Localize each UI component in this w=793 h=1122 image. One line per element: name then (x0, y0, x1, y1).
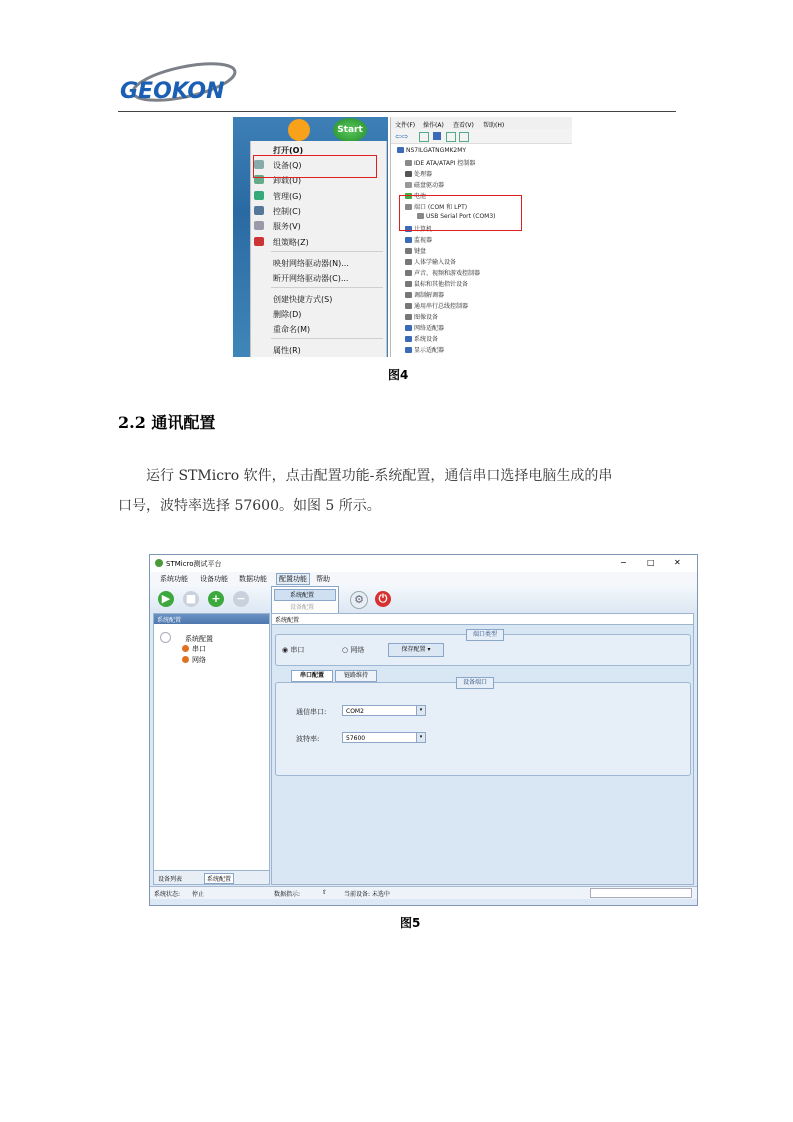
tree-item-serial[interactable] (182, 644, 206, 654)
right-panel (271, 613, 694, 885)
dm-menu-action[interactable]: 操作(A) (423, 122, 444, 129)
dm-node-label: 声音、视频和游戏控制器 (414, 270, 481, 277)
dm-node-label: 系统设备 (414, 336, 439, 343)
menu-device[interactable]: 设备功能 (200, 575, 228, 583)
ctx-create-shortcut[interactable]: 创建快捷方式(S) (273, 295, 333, 304)
dm-node-label: 处理器 (414, 171, 433, 178)
radio-network-label: 网络 (350, 646, 365, 654)
right-tab-strip (272, 614, 693, 625)
menu-help[interactable]: 帮助 (316, 575, 330, 583)
dm-node-label: 图像设备 (414, 314, 439, 321)
dm-node-label: 计算机 (414, 226, 433, 233)
menu-data[interactable]: 数据功能 (239, 575, 267, 583)
sound-icon (405, 270, 412, 276)
dm-toolbar (391, 129, 572, 144)
ctx-disconnect-drive[interactable]: 断开网络驱动器(C)... (273, 274, 349, 283)
comm-port-label: 通信串口: (296, 708, 327, 716)
mouse-icon (405, 281, 412, 287)
highlight-devices (253, 155, 377, 178)
dm-root[interactable] (397, 147, 466, 154)
dm-node-label: 调制解调器 (414, 292, 445, 299)
serial-icon (182, 645, 189, 652)
ctx-properties[interactable]: 属性(R) (273, 346, 301, 355)
paragraph-line-2: 口号，波特率选择 57600。如图 5 所示。 (118, 498, 381, 514)
tree-item-network[interactable] (182, 655, 206, 665)
status-progress (590, 888, 692, 898)
manage-icon (254, 191, 264, 200)
dm-node-label: 磁盘驱动器 (414, 182, 445, 189)
cpu-icon (405, 171, 412, 177)
status-data-label: 数据指示: (274, 891, 301, 898)
tab-device-list[interactable]: 设备列表 (158, 876, 183, 883)
gear-icon (160, 632, 171, 643)
dm-node-label: 通用串行总线控制器 (414, 303, 469, 310)
figure-4-caption: 图4 (388, 368, 409, 382)
stop-icon[interactable]: ■ (183, 591, 199, 607)
power-icon[interactable]: ⏻ (375, 591, 391, 607)
dm-node[interactable] (405, 158, 475, 167)
tree-root[interactable] (160, 632, 213, 644)
status-device: 当前设备: 未选中 (344, 891, 390, 898)
config-dropdown-menu (271, 586, 339, 615)
minimize-icon[interactable]: − (620, 558, 627, 567)
play-icon[interactable]: ▶ (158, 591, 174, 607)
geokon-logo (118, 56, 242, 108)
dm-node[interactable] (405, 257, 456, 266)
monitor-icon (405, 237, 412, 243)
flower-icon (288, 119, 310, 141)
menubar (150, 572, 697, 585)
disk-icon (405, 182, 412, 188)
ctx-delete[interactable]: 删除(D) (273, 310, 302, 319)
back-forward-icon[interactable]: ⇦⇨ (395, 132, 409, 141)
ctx-separator (271, 287, 383, 288)
figure-4-screenshot (233, 117, 572, 357)
save-config-button[interactable]: 保存配置 ▾ (388, 643, 444, 657)
network-icon (182, 656, 189, 663)
ctx-services[interactable]: 服务(V) (273, 222, 301, 231)
ctx-uninstall[interactable]: 卸载(U) (273, 176, 302, 185)
dm-node-label: 鼠标和其他指针设备 (414, 281, 469, 288)
ctx-devices[interactable]: 设备(Q) (273, 161, 302, 170)
dm-node-label: 电池 (414, 193, 427, 200)
dm-menubar (391, 117, 572, 129)
radio-network[interactable]: ○ 网络 (342, 646, 365, 654)
group-policy-icon (254, 237, 264, 246)
chevron-down-icon: ▾ (416, 733, 425, 742)
dm-node[interactable] (405, 290, 444, 299)
settings-icon[interactable]: ⚙ (350, 591, 368, 609)
help-icon[interactable] (433, 132, 441, 140)
scan-icon[interactable] (459, 132, 469, 142)
system-icon (405, 336, 412, 342)
dm-node-label: USB Serial Port (COM3) (426, 213, 496, 220)
port-type-group (275, 631, 691, 666)
tab-system-config-doc[interactable]: 系统配置 (275, 617, 300, 624)
dm-node[interactable] (405, 180, 444, 189)
keyboard-icon (405, 248, 412, 254)
chevron-down-icon: ▾ (416, 706, 425, 715)
header-rule (118, 111, 676, 112)
up-arrow-icon: ⇧ (322, 889, 328, 896)
comm-port-select[interactable] (342, 705, 426, 716)
left-panel-header (154, 614, 269, 624)
dm-node[interactable] (405, 301, 468, 310)
window-titlebar (150, 555, 697, 572)
ctx-separator (271, 251, 383, 252)
ctx-rename[interactable]: 重命名(M) (273, 325, 311, 334)
dm-node[interactable] (405, 334, 438, 343)
dm-node-label: 端口 (COM 和 LPT) (414, 204, 468, 211)
tree-item-label: 网络 (192, 656, 206, 664)
dm-node[interactable] (405, 279, 468, 288)
dm-node[interactable] (405, 323, 444, 332)
dm-node[interactable] (405, 169, 432, 178)
tab-link-keepalive[interactable]: 链路维持 (335, 670, 377, 682)
dm-node-label: 监视器 (414, 237, 433, 244)
properties-icon[interactable] (446, 132, 456, 142)
baud-rate-value: 57600 (346, 735, 366, 742)
modem-icon (405, 292, 412, 298)
control-icon (254, 206, 264, 215)
figure-5-screenshot (149, 554, 698, 906)
services-icon (254, 221, 264, 230)
dm-node[interactable] (405, 312, 438, 321)
dm-node[interactable] (405, 246, 426, 255)
add-icon[interactable]: + (208, 591, 224, 607)
tab-system-config[interactable]: 系统配置 (204, 873, 234, 884)
status-system-label: 系统状态: (154, 891, 181, 898)
ctx-control[interactable]: 控制(C) (273, 207, 301, 216)
remove-icon[interactable]: − (233, 591, 249, 607)
baud-label: 波特率: (296, 735, 320, 743)
dm-node-label: 键盘 (414, 248, 427, 255)
save-config-label: 保存配置 (401, 646, 426, 653)
ctx-open[interactable]: 打开(O) (273, 146, 304, 155)
dm-root-label: NS7ILGATNGMK2MY (406, 147, 467, 154)
start-label: Start (337, 125, 363, 135)
computer-icon (397, 147, 404, 153)
ide-icon (405, 160, 412, 166)
dm-node-label: IDE ATA/ATAPI 控制器 (414, 160, 476, 167)
tab-serial-config[interactable]: 串口配置 (291, 670, 333, 682)
ctx-manage[interactable]: 管理(G) (273, 192, 302, 201)
dm-node-label: 网络适配器 (414, 325, 445, 332)
menu-system[interactable]: 系统功能 (160, 575, 188, 583)
ctx-map-drive[interactable]: 映射网络驱动器(N)... (273, 259, 349, 268)
dm-node[interactable] (405, 235, 432, 244)
tree-item-label: 串口 (192, 645, 206, 653)
display-icon (405, 347, 412, 353)
close-icon[interactable]: ✕ (674, 558, 681, 567)
dm-node-label: 显示适配器 (414, 347, 445, 354)
hid-icon (405, 259, 412, 265)
usb-icon (405, 303, 412, 309)
dropdown-system-config[interactable]: 系统配置 (290, 592, 315, 599)
status-bar (150, 886, 697, 899)
left-tabs (154, 870, 269, 884)
port-type-group-title: 端口类型 (466, 629, 504, 641)
figure-5-caption: 图5 (400, 916, 421, 930)
device-manager (390, 117, 572, 357)
radio-serial-label: 串口 (290, 646, 305, 654)
device-port-group (275, 679, 691, 776)
highlight-ports (399, 195, 522, 231)
dm-node[interactable] (405, 268, 480, 277)
tree-root-label: 系统配置 (185, 635, 213, 643)
status-system-value: 停止 (192, 891, 205, 898)
radio-serial[interactable]: ◉ 串口 (282, 646, 305, 654)
paragraph-line-1: 运行 STMicro 软件，点击配置功能-系统配置，通信串口选择电脑生成的串 (146, 468, 613, 484)
comm-port-value: COM2 (346, 708, 364, 715)
ctx-separator (271, 338, 383, 339)
network-icon (405, 325, 412, 331)
dm-menu-file[interactable]: 文件(F) (395, 122, 416, 129)
start-orb[interactable] (333, 118, 367, 142)
dm-node-label: 人体学输入设备 (414, 259, 457, 266)
dm-menu-view[interactable]: 查看(V) (453, 122, 474, 129)
window-title: STMicro测试平台 (166, 560, 222, 568)
dm-menu-help[interactable]: 帮助(H) (483, 122, 505, 129)
ctx-group-policy[interactable]: 组策略(Z) (273, 238, 309, 247)
left-panel-title: 系统配置 (157, 617, 182, 624)
device-port-group-title: 设备端口 (456, 677, 494, 689)
view-icon[interactable] (419, 132, 429, 142)
baud-rate-select[interactable] (342, 732, 426, 743)
dm-node[interactable] (405, 345, 444, 354)
app-icon (155, 559, 163, 567)
section-heading: 2.2 通讯配置 (118, 413, 216, 432)
menu-config[interactable]: 配置功能 (276, 573, 310, 585)
maximize-icon[interactable]: □ (647, 558, 655, 567)
left-panel (153, 613, 270, 885)
dropdown-device-config[interactable]: 设备配置 (290, 604, 315, 611)
toolbar (150, 585, 697, 613)
logo-text: GEOKON (120, 79, 225, 104)
camera-icon (405, 314, 412, 320)
